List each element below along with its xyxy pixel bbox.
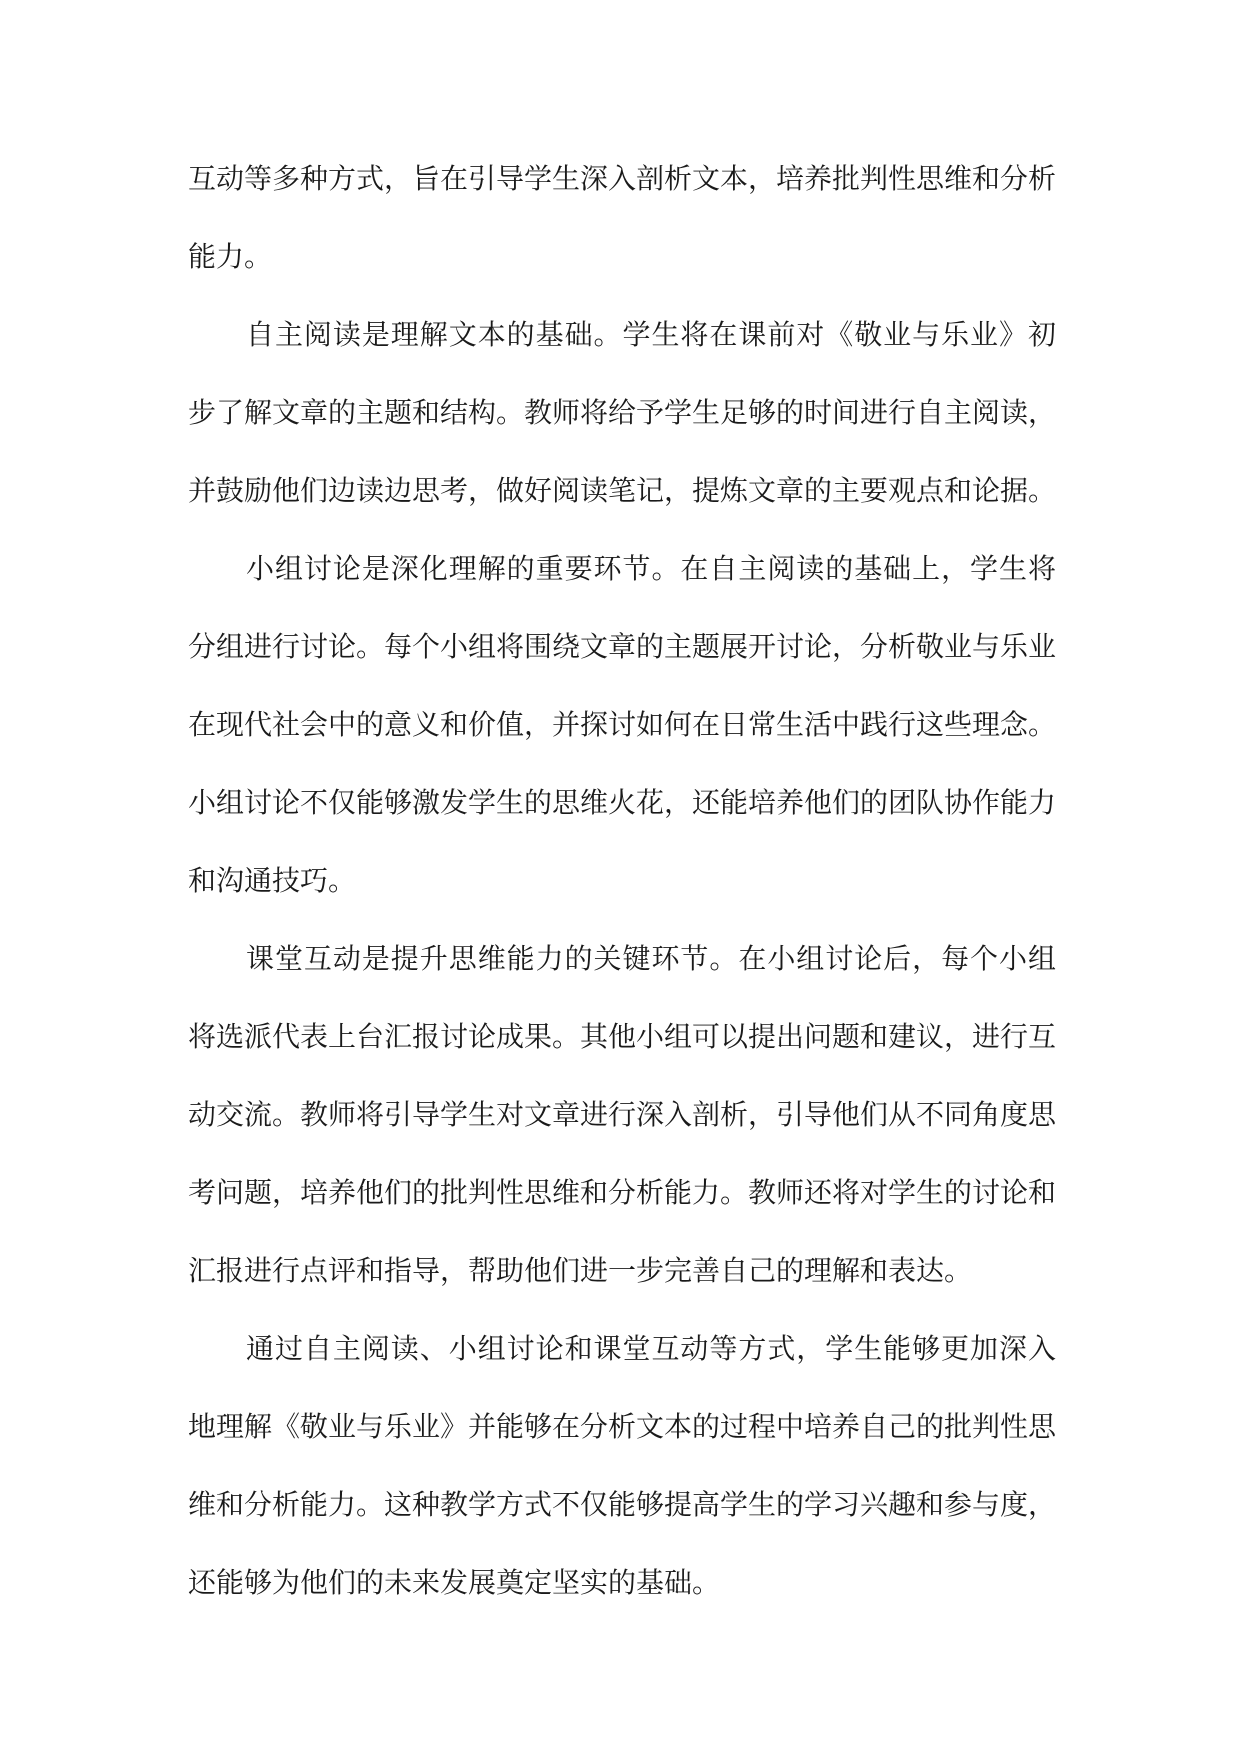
document-body (188, 140, 1056, 1622)
paragraph-continued: 互动等多种方式，旨在引导学生深入剖析文本，培养批判性思维和分析能力。 (188, 162, 1057, 273)
paragraph-group-discussion: 小组讨论是深化理解的重要环节。在自主阅读的基础上，学生将分组进行讨论。每个小组将围绕文章的主题展开讨论，分析敬业与乐业在现代社会中的意义和价值，并探讨如何在日常生活中践行这些理念。小组讨论不仅能够激发学生的思维火花，还能培养他们的团队协作能力和沟通技巧。 (188, 552, 1057, 897)
paragraph-conclusion: 通过自主阅读、小组讨论和课堂互动等方式，学生能够更加深入地理解《敬业与乐业》并能够在分析文本的过程中培养自己的批判性思维和分析能力。这种教学方式不仅能够提高学生的学习兴趣和参与度，还能够为他们的未来发展奠定坚实的基础。 (188, 1332, 1057, 1599)
paragraph-independent-reading: 自主阅读是理解文本的基础。学生将在课前对《敬业与乐业》初步了解文章的主题和结构。教师将给予学生足够的时间进行自主阅读，并鼓励他们边读边思考，做好阅读笔记，提炼文章的主要观点和论据。 (188, 318, 1057, 507)
paragraph-classroom-interaction: 课堂互动是提升思维能力的关键环节。在小组讨论后，每个小组将选派代表上台汇报讨论成果。其他小组可以提出问题和建议，进行互动交流。教师将引导学生对文章进行深入剖析，引导他们从不同角度思考问题，培养他们的批判性思维和分析能力。教师还将对学生的讨论和汇报进行点评和指导，帮助他们进一步完善自己的理解和表达。 (188, 942, 1057, 1287)
